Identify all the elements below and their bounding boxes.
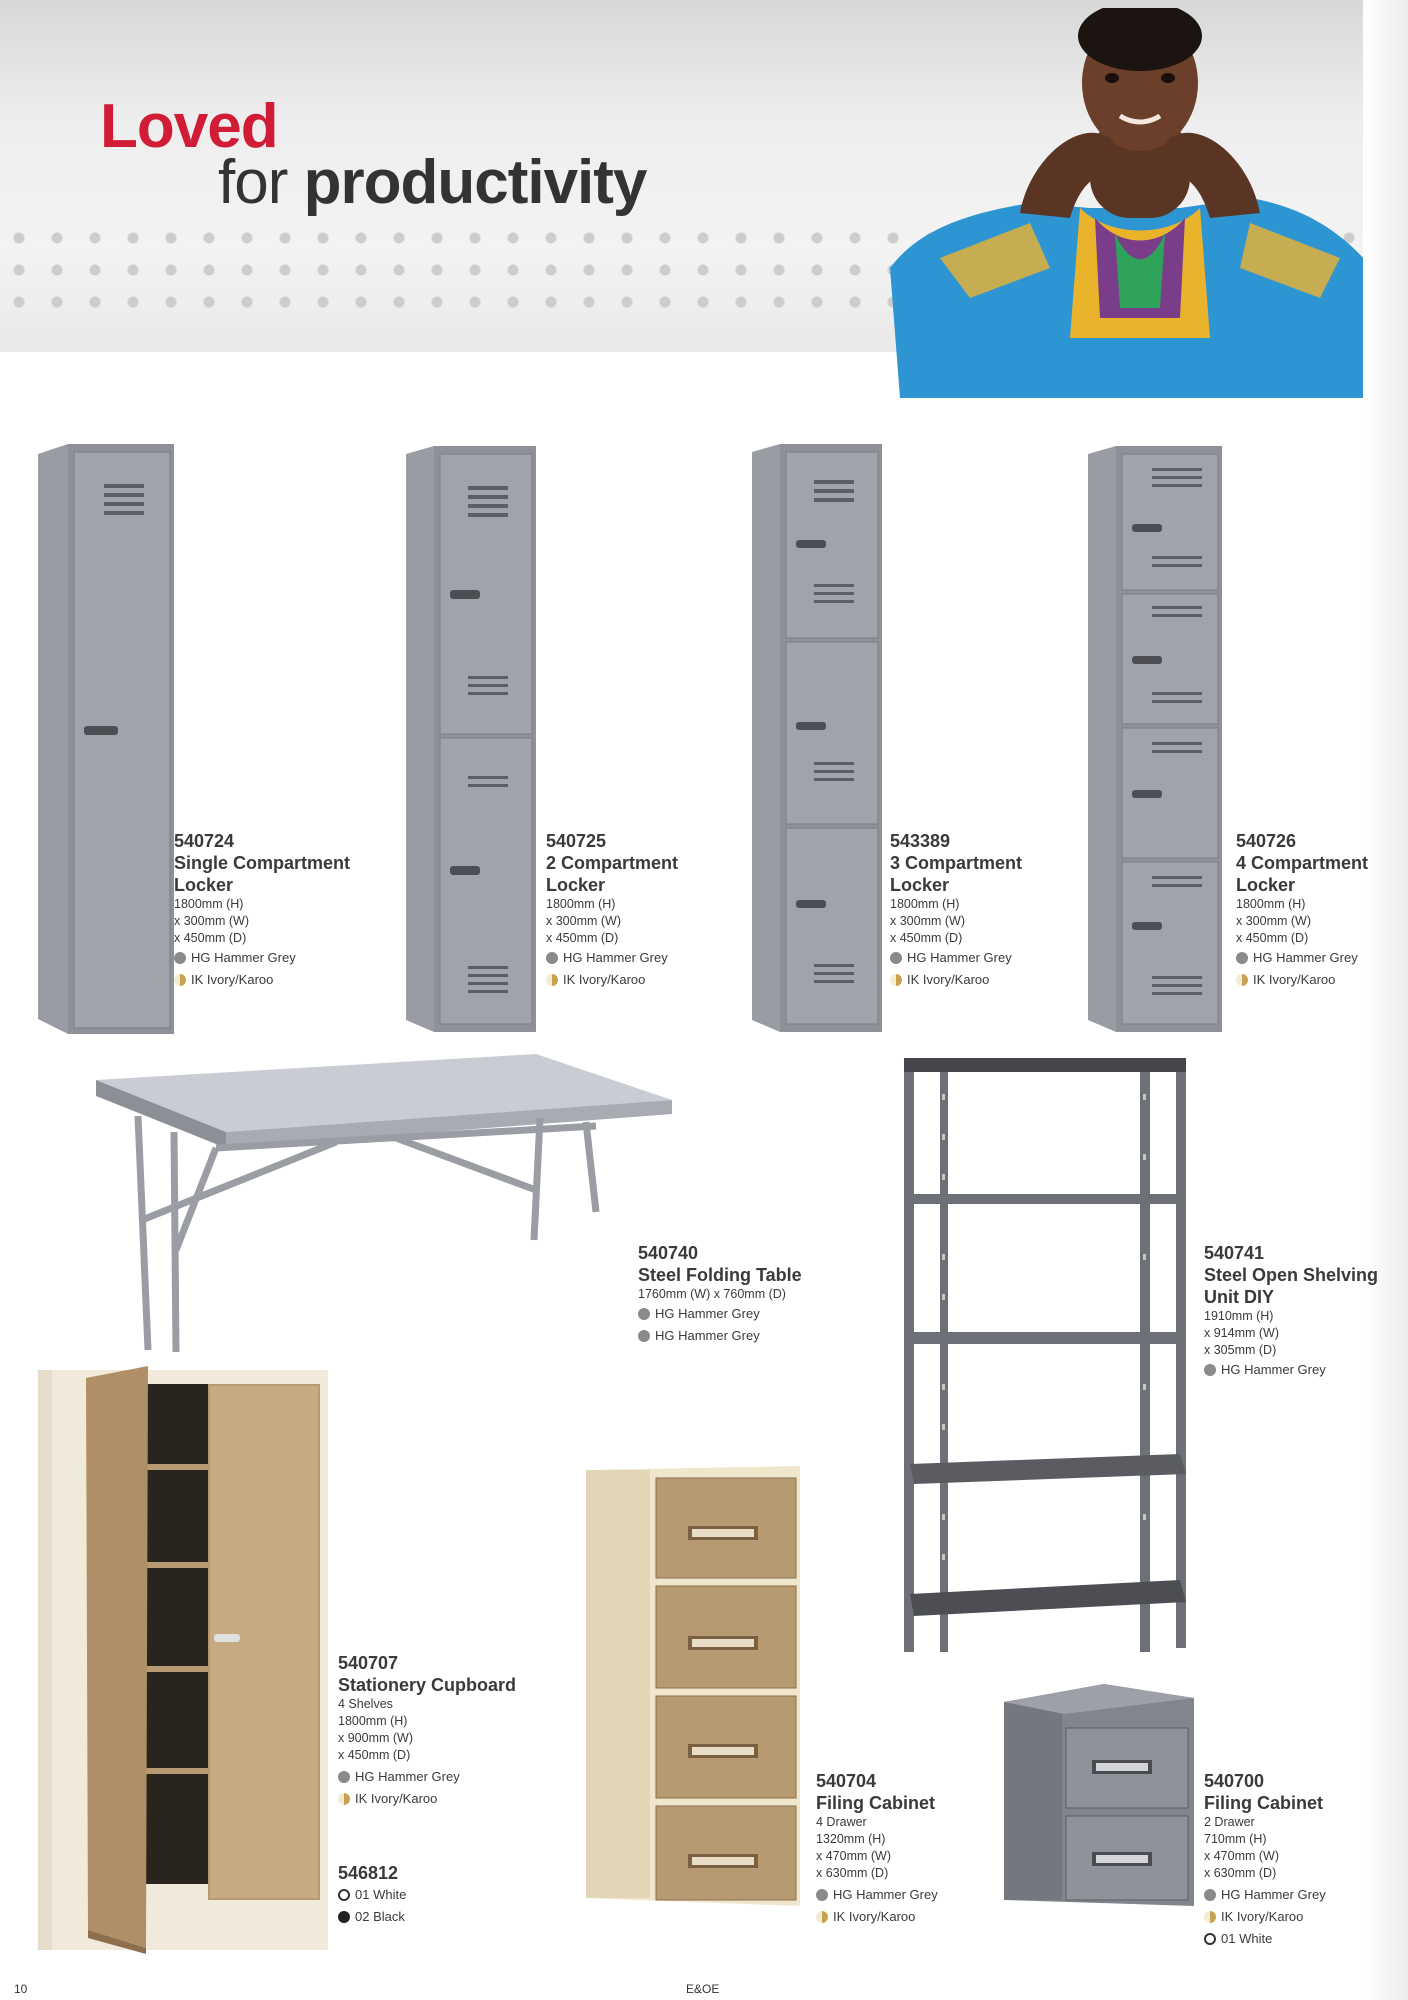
white-swatch-icon [1204,1933,1216,1945]
product-name: Unit DIY [1204,1287,1274,1307]
ivory-swatch-icon [890,974,902,986]
color-option: IK Ivory/Karoo [546,969,746,991]
product-code: 540700 [1204,1771,1265,1791]
product-info-540725 [546,830,746,991]
color-option: 01 White [1204,1928,1384,1950]
four-compartment-locker-image [1088,446,1222,1032]
grey-swatch-icon [338,1771,350,1783]
color-option: HG Hammer Grey [816,1884,996,1906]
product-dimension: 710mm (H) [1204,1832,1267,1846]
product-dimension: x 450mm (D) [338,1748,411,1762]
product-dimension: 1910mm (H) [1204,1309,1274,1323]
product-info-540707 [338,1652,558,1810]
product-dimension: 1800mm (H) [890,897,960,911]
two-drawer-filing-cabinet-image [1004,1684,1194,1906]
product-dimension: x 450mm (D) [546,931,619,945]
product-name: Locker [174,875,234,895]
grey-swatch-icon [1236,952,1248,964]
color-option: IK Ivory/Karoo [1236,969,1386,991]
color-option: IK Ivory/Karoo [816,1906,996,1928]
product-name: Steel Open Shelving [1204,1265,1379,1285]
product-dimension: x 300mm (W) [174,914,249,928]
product-code: 540741 [1204,1243,1265,1263]
hero-photo-person [880,8,1400,398]
product-name: Filing Cabinet [1204,1793,1323,1813]
steel-open-shelving-image [900,1054,1192,1656]
product-info-540704 [816,1770,996,1928]
color-option: HG Hammer Grey [338,1766,558,1788]
grey-swatch-icon [1204,1889,1216,1901]
product-dimension: 1800mm (H) [1236,897,1306,911]
page-number: 10 [14,1982,28,1996]
footer-note: E&OE [686,1982,720,1996]
product-dimension: 1760mm (W) x 760mm (D) [638,1287,786,1301]
headline-productivity: for productivity [218,148,647,217]
product-name: 3 Compartment [890,853,1023,873]
product-dimension: x 900mm (W) [338,1731,413,1745]
color-option: HG Hammer Grey [1204,1884,1384,1906]
product-dimension: 1800mm (H) [174,897,244,911]
three-compartment-locker-image [752,444,882,1032]
two-compartment-locker-image [406,446,536,1032]
product-info-543389 [890,830,1090,991]
ivory-swatch-icon [1236,974,1248,986]
grey-swatch-icon [890,952,902,964]
product-code: 540704 [816,1771,877,1791]
product-dimension: x 630mm (D) [816,1866,889,1880]
product-name: Stationery Cupboard [338,1675,517,1695]
color-option: IK Ivory/Karoo [1204,1906,1384,1928]
grey-swatch-icon [1204,1364,1216,1376]
headline-loved: Loved [100,92,278,161]
steel-folding-table-image [96,1050,672,1360]
product-dimension: 1320mm (H) [816,1832,886,1846]
color-option: IK Ivory/Karoo [338,1788,558,1810]
color-option: 02 Black [338,1906,458,1928]
ivory-swatch-icon [1204,1911,1216,1923]
stationery-cupboard-image [38,1364,328,1954]
ivory-swatch-icon [174,974,186,986]
four-drawer-filing-cabinet-image [586,1466,804,1906]
black-swatch-icon [338,1911,350,1923]
product-dimension: x 300mm (W) [1236,914,1311,928]
product-dimension: 2 Drawer [1204,1815,1255,1829]
color-option: IK Ivory/Karoo [890,969,1090,991]
product-dimension: x 630mm (D) [1204,1866,1277,1880]
color-option: HG Hammer Grey [890,947,1090,969]
product-code: 540740 [638,1243,699,1263]
product-info-540700 [1204,1770,1384,1950]
product-dimension: x 305mm (D) [1204,1343,1277,1357]
product-dimension: x 300mm (W) [890,914,965,928]
product-name: Locker [1236,875,1296,895]
color-option: HG Hammer Grey [638,1325,878,1347]
product-name: 2 Compartment [546,853,679,873]
grey-swatch-icon [546,952,558,964]
color-option: HG Hammer Grey [1236,947,1386,969]
product-code: 540724 [174,831,235,851]
grey-swatch-icon [816,1889,828,1901]
product-name: Locker [890,875,950,895]
color-option: HG Hammer Grey [546,947,746,969]
ivory-swatch-icon [546,974,558,986]
product-name: Filing Cabinet [816,1793,935,1813]
product-dimension: 4 Shelves [338,1697,393,1711]
product-name: 4 Compartment [1236,853,1369,873]
product-dimension: x 450mm (D) [1236,931,1309,945]
product-dimension: x 470mm (W) [816,1849,891,1863]
product-dimension: 4 Drawer [816,1815,867,1829]
product-name: Single Compartment [174,853,351,873]
grey-swatch-icon [638,1308,650,1320]
white-swatch-icon [338,1889,350,1901]
product-dimension: x 450mm (D) [890,931,963,945]
color-option: HG Hammer Grey [174,947,394,969]
product-code: 540726 [1236,831,1297,851]
product-code: 546812 [338,1863,399,1883]
product-dimension: x 450mm (D) [174,931,247,945]
product-name: Steel Folding Table [638,1265,802,1285]
product-dimension: x 914mm (W) [1204,1326,1279,1340]
ivory-swatch-icon [816,1911,828,1923]
product-dimension: 1800mm (H) [546,897,616,911]
product-code: 540707 [338,1653,399,1673]
product-info-540741 [1204,1242,1384,1381]
grey-swatch-icon [174,952,186,964]
color-option: IK Ivory/Karoo [174,969,394,991]
color-option: 01 White [338,1884,458,1906]
color-option: HG Hammer Grey [1204,1359,1384,1381]
product-code: 543389 [890,831,951,851]
product-info-546812 [338,1862,458,1928]
product-info-540724 [174,830,394,991]
single-compartment-locker-image [38,444,174,1034]
grey-swatch-icon [638,1330,650,1342]
product-info-540726 [1236,830,1386,991]
product-code: 540725 [546,831,607,851]
product-dimension: x 470mm (W) [1204,1849,1279,1863]
color-option: HG Hammer Grey [638,1303,878,1325]
product-info-540740 [638,1242,878,1347]
product-dimension: 1800mm (H) [338,1714,408,1728]
product-name: Locker [546,875,606,895]
product-dimension: x 300mm (W) [546,914,621,928]
page-edge-shade [1363,0,1408,2000]
ivory-swatch-icon [338,1793,350,1805]
